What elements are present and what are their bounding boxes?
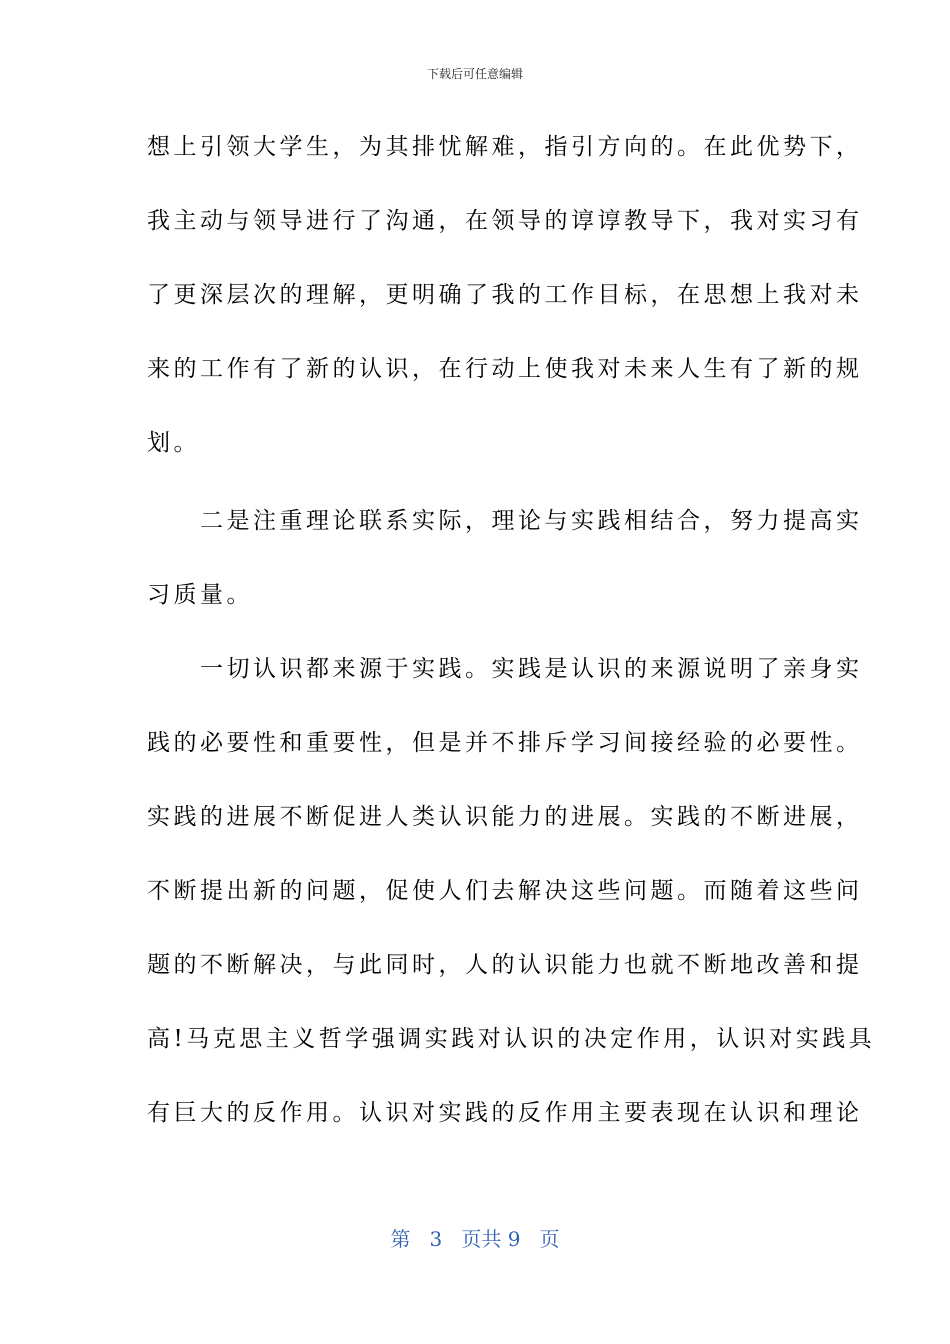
footer-page-number: 3	[429, 1227, 443, 1251]
text-line: 我主动与领导进行了沟通，在领导的谆谆教导下，我对实习有	[147, 208, 863, 234]
text-line: 题的不断解决，与此同时，人的认识能力也就不断地改善和提	[147, 952, 863, 978]
text-line: 践的必要性和重要性，但是并不排斥学习间接经验的必要性。	[147, 730, 863, 756]
text-line: 了更深层次的理解，更明确了我的工作目标，在思想上我对未	[147, 282, 863, 308]
text-line: 想上引领大学生，为其排忧解难，指引方向的。在此优势下，	[147, 134, 863, 160]
text-line: 不断提出新的问题，促使人们去解决这些问题。而随着这些问	[147, 878, 863, 904]
text-line: 划。	[147, 430, 200, 456]
text-line: 二是注重理论联系实际，理论与实践相结合，努力提高实	[147, 508, 863, 534]
text-line: 实践的进展不断促进人类认识能力的进展。实践的不断进展，	[147, 804, 863, 830]
page-footer	[0, 1226, 950, 1252]
footer-middle: 页共	[461, 1227, 502, 1251]
page-header: 下载后可任意编辑	[426, 67, 523, 81]
text-line: 习质量。	[147, 582, 253, 608]
footer-prefix: 第	[390, 1227, 411, 1251]
footer-total-pages: 9	[507, 1227, 521, 1251]
text-line: 一切认识都来源于实践。实践是认识的来源说明了亲身实	[147, 656, 863, 682]
text-line: 来的工作有了新的认识，在行动上使我对未来人生有了新的规	[147, 356, 863, 382]
text-line: 有巨大的反作用。认识对实践的反作用主要表现在认识和理论	[147, 1100, 863, 1126]
footer-suffix: 页	[539, 1227, 560, 1251]
text-line: 高!马克思主义哲学强调实践对认识的决定作用，认识对实践具	[147, 1026, 876, 1052]
